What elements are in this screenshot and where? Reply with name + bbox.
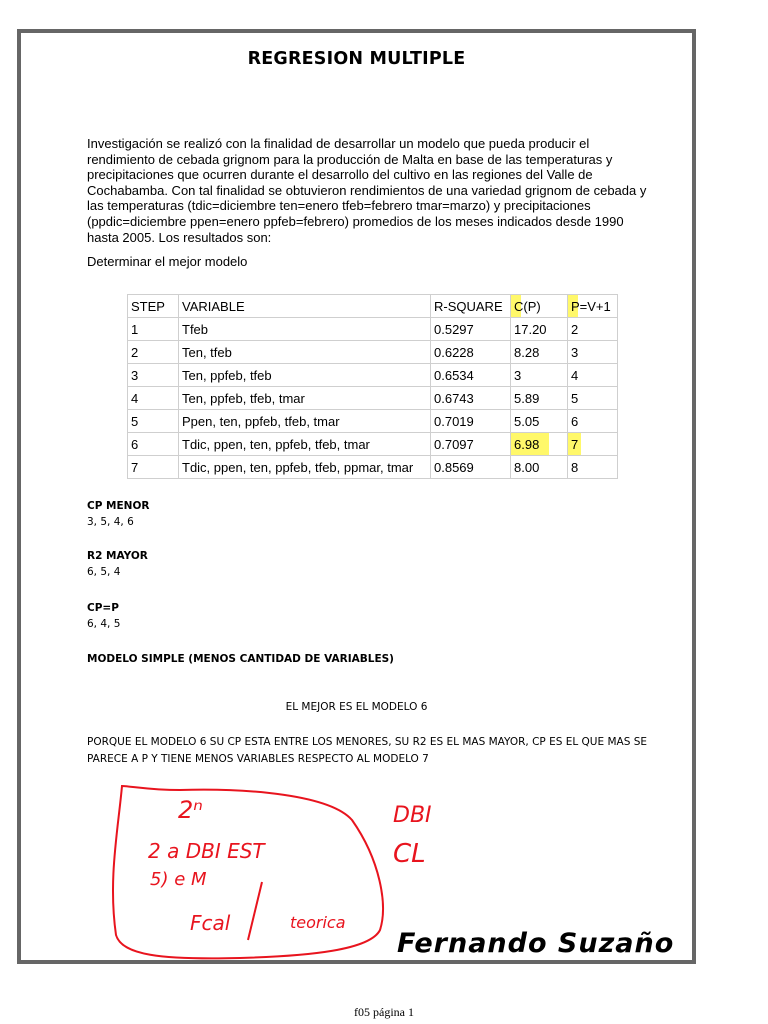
table-row: [128, 341, 618, 364]
cell-r-square: 0.8569: [431, 456, 511, 479]
cp-menor-heading: CP MENOR: [87, 500, 150, 512]
cell-cp-highlighted: 6.98: [511, 433, 568, 456]
cell-p: 4: [568, 364, 618, 387]
header-step: STEP: [128, 295, 179, 318]
header-cp: C(P): [511, 295, 568, 318]
cell-step: 2: [128, 341, 179, 364]
cell-step: 7: [128, 456, 179, 479]
cell-cp: 8.00: [511, 456, 568, 479]
cell-step: 4: [128, 387, 179, 410]
hand-line1: 2ⁿ: [178, 796, 203, 824]
hand-side1: DBI: [393, 803, 432, 828]
cell-variable: Ppen, ten, ppfeb, tfeb, tmar: [179, 410, 431, 433]
reason-text: PORQUE EL MODELO 6 SU CP ESTA ENTRE LOS MENORES, SU R2 ES EL MAS MAYOR, CP ES EL QUE MAS SE PARECE A P Y TIENE MENOS VARIABLES RESPECTO AL MODELO 7: [87, 736, 648, 765]
cp-p-section: [87, 600, 120, 632]
cell-cp: 3: [511, 364, 568, 387]
cell-p: 6: [568, 410, 618, 433]
cell-variable: Tfeb: [179, 318, 431, 341]
cell-p: 2: [568, 318, 618, 341]
cell-p: 5: [568, 387, 618, 410]
hand-line4: Fcal: [190, 911, 231, 935]
cp-menor-value: 3, 5, 4, 6: [87, 516, 134, 528]
cell-variable: Ten, tfeb: [179, 341, 431, 364]
signature: Fernando Suzaño: [397, 928, 675, 959]
cell-r-square: 0.7019: [431, 410, 511, 433]
cell-step: 3: [128, 364, 179, 387]
page-footer: f05 página 1: [354, 1005, 414, 1019]
cp-menor-section: [87, 498, 149, 530]
intro-block: [87, 136, 647, 270]
table-row-highlighted: [128, 433, 618, 456]
cell-step: 1: [128, 318, 179, 341]
hand-line2: 2 a DBI EST: [148, 839, 265, 863]
results-table: [127, 294, 618, 479]
cell-p: 3: [568, 341, 618, 364]
question-text: Determinar el mejor modelo: [87, 254, 248, 270]
cell-step: 5: [128, 410, 179, 433]
r2-mayor-value: 6, 5, 4: [87, 566, 121, 578]
cell-r-square: 0.7097: [431, 433, 511, 456]
cell-variable: Tdic, ppen, ten, ppfeb, tfeb, ppmar, tmar: [179, 456, 431, 479]
hand-line3: 5) e M: [150, 869, 207, 890]
cell-p: 8: [568, 456, 618, 479]
table-row: [128, 364, 618, 387]
header-r-square: R-SQUARE: [431, 295, 511, 318]
r2-mayor-section: [87, 548, 148, 580]
cell-r-square: 0.5297: [431, 318, 511, 341]
cell-cp: 5.89: [511, 387, 568, 410]
cp-p-value: 6, 4, 5: [87, 618, 121, 630]
cell-r-square: 0.6743: [431, 387, 511, 410]
table-row: [128, 318, 618, 341]
cell-variable: Ten, ppfeb, tfeb, tmar: [179, 387, 431, 410]
cp-p-heading: CP=P: [87, 602, 119, 614]
table-header-row: [128, 295, 618, 318]
cell-cp: 8.28: [511, 341, 568, 364]
document-page: [17, 29, 696, 964]
cell-cp: 17.20: [511, 318, 568, 341]
cell-step: 6: [128, 433, 179, 456]
header-variable: VARIABLE: [179, 295, 431, 318]
r2-mayor-heading: R2 MAYOR: [87, 550, 148, 562]
table-row: [128, 410, 618, 433]
document-title: REGRESION MULTIPLE: [247, 49, 466, 69]
table-row: [128, 456, 618, 479]
hand-line5: teorica: [290, 913, 346, 932]
cell-p-highlighted: 7: [568, 433, 618, 456]
modelo-simple-heading: MODELO SIMPLE (MENOS CANTIDAD DE VARIABLES): [87, 653, 394, 665]
intro-paragraph: Investigación se realizó con la finalidad de desarrollar un modelo que pueda producir el rendimiento de cebada grignom para la producción de Malta en base de las temperaturas y precipitaciones que ocurren durante el desarrollo del cultivo en las regiones del Valle de Cochabamba. Con tal finalidad se obtuvieron rendimientos de una variedad grignom de cebada y las temperaturas (tdic=diciembre ten=enero tfeb=febrero tmar=marzo) y precipitaciones (ppdic=diciembre ppen=enero ppfeb=febrero) promedios de los meses indicados desde 1990 hasta 2005. Los resultados son:: [87, 136, 647, 245]
cell-variable: Ten, ppfeb, tfeb: [179, 364, 431, 387]
hand-side2: CL: [393, 839, 426, 869]
header-p: P=V+1: [568, 295, 618, 318]
table-row: [128, 387, 618, 410]
cell-r-square: 0.6534: [431, 364, 511, 387]
cell-variable: Tdic, ppen, ten, ppfeb, tfeb, tmar: [179, 433, 431, 456]
cell-r-square: 0.6228: [431, 341, 511, 364]
cell-cp: 5.05: [511, 410, 568, 433]
best-model-text: EL MEJOR ES EL MODELO 6: [285, 701, 428, 713]
